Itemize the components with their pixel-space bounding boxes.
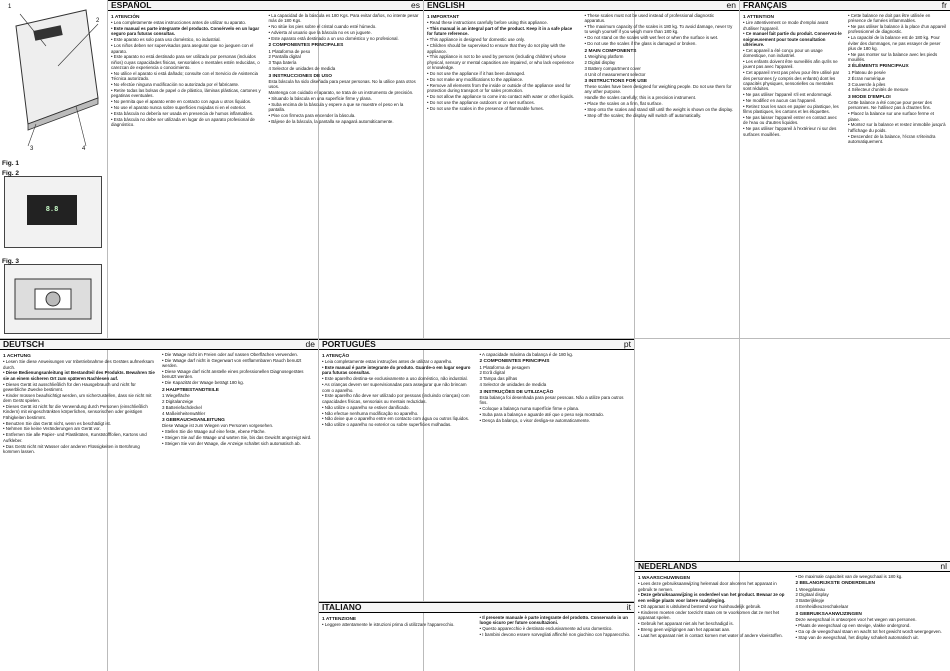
para: • Retirez tous les sacs en papier ou plastique, les films plastiques, les cartons et les étiquettes. bbox=[743, 103, 839, 115]
para: • Ne pas monter sur la balance avec les pieds mouillés. bbox=[848, 51, 938, 63]
para: • Laat het apparaat niet in contact komen met water of andere vloeistoffen. bbox=[638, 632, 783, 638]
para: • Kinderen moeten onder toezicht staan om te voorkomen dat ze met het apparaat spelen. bbox=[638, 609, 780, 620]
para: These scales have been designed for weighing people. Do not use them for any other purpose. bbox=[584, 84, 732, 95]
para: • Retire todas las bolsas de papel o de plástico, láminas plásticas, cartones y pegatinas eventuales. bbox=[111, 88, 261, 99]
para: • Children should be supervised to ensure that they do not play with the appliance. bbox=[427, 43, 566, 54]
heading: 3 MODE D'EMPLOI bbox=[848, 94, 891, 100]
section-header-pt bbox=[319, 339, 634, 350]
para: • Questo apparecchio è destinato esclusivamente ad uso domestico. bbox=[479, 626, 613, 632]
para: • This appliance is designed for domestic use only. bbox=[427, 37, 526, 43]
para: • Suba encima de la báscula y espere a que se muestre el peso en la pantalla. bbox=[268, 101, 404, 113]
para: • Do not make any modifications to the appliance. bbox=[427, 76, 524, 82]
para: • Coloque a balança numa superfície firme e plana. bbox=[479, 406, 580, 412]
para: • I bambini devono essere sorvegliati affinché non giochino con l'apparecchio. bbox=[479, 632, 631, 638]
para: 2 Pantalla digital bbox=[268, 54, 301, 60]
fig2-box bbox=[4, 176, 102, 248]
para: 1 Plataforma de pesagem bbox=[479, 364, 530, 370]
callout-4: 4 bbox=[82, 146, 86, 152]
para: Mantenga con cuidado el aparato, se trata de un instrumento de precisión. bbox=[268, 90, 414, 96]
para: • No efectúe ninguna modificación no autorizada por el fabricante. bbox=[111, 82, 240, 88]
para: Deze weegschaal is ontworpen voor het wegen van personen. bbox=[795, 616, 917, 622]
para: • Deze gebruiksaanwijzing is onderdeel van het product. Bewaar ze op een veilige plaats voor latere raadpleging. bbox=[638, 592, 785, 603]
section-en bbox=[424, 0, 739, 338]
para: Esta báscula ha sido diseñada para pesar personas. No la utilice para otros usos. bbox=[268, 78, 416, 90]
para: • Lees deze gebruiksaanwijzing helemaal door alvorens het apparaat in gebruik te nemen. bbox=[638, 581, 777, 592]
heading: 1 WAARSCHUWINGEN bbox=[638, 576, 690, 581]
para: 3 Tapa batería bbox=[268, 60, 297, 66]
para: 3 Battery compartment cover bbox=[584, 65, 641, 71]
lang-title: ESPAÑOL bbox=[111, 0, 152, 10]
lang-title: FRANÇAIS bbox=[743, 0, 787, 10]
para: • La capacidad de la báscula es 180 Kgs. Para evitar daños, no intente pesar más de 180 Kgs. bbox=[268, 13, 419, 24]
para: 1 Wiegefläche bbox=[162, 392, 190, 398]
para: 1 Weegplateau bbox=[795, 586, 825, 592]
para: • Ne pas utiliser l'appareil s'il est endommagé. bbox=[743, 92, 833, 98]
para: • Este manual es parte integrante del producto. Consérvelo en un lugar seguro para futuras consultas. bbox=[111, 26, 260, 37]
para: • Lea completamente estas instrucciones antes de utilizar su aparato. bbox=[111, 20, 247, 26]
para: • Stap van de weegschaal, het display schakelt automatisch uit. bbox=[795, 634, 919, 640]
heading: 2 COMPONENTES PRINCIPAIS bbox=[479, 359, 550, 365]
para: 1 Plataforma de peso bbox=[268, 48, 311, 54]
para: • Kinder müssen beaufsichtigt werden, um sicherzustellen, dass sie nicht mit dem Gerät spielen. bbox=[3, 392, 152, 404]
section-body-de bbox=[0, 350, 318, 669]
section-header-de bbox=[0, 339, 318, 350]
section-body-nl bbox=[635, 572, 950, 669]
para: • Não utilize o aparelho no exterior ou sobre superfícies molhadas. bbox=[322, 422, 452, 428]
fig3-label: Fig. 3 bbox=[2, 258, 19, 265]
lang-title: PORTUGUÊS bbox=[322, 339, 376, 349]
section-body-pt bbox=[319, 350, 634, 599]
para: • Diese Waage darf nicht anstelle eines professionellen Diagnosegerätes benutzt werden. bbox=[162, 369, 304, 380]
lang-code: fr bbox=[941, 0, 947, 10]
para: • Esta báscula no debería ser usada en presencia de humos inflamables. bbox=[111, 110, 254, 116]
para: • No use el aparato nunca sobre superficies mojadas ni en el exterior. bbox=[111, 105, 247, 111]
lang-code: pt bbox=[623, 339, 631, 349]
para: • Dieses Gerät ist ausschließlich für den Hausgebrauch und nicht für gewerbliche Zwecke bestimmt. bbox=[3, 381, 136, 392]
section-pt bbox=[319, 339, 634, 601]
para: • Plaats de weegschaal op een stevige, vlakke ondergrond. bbox=[795, 622, 911, 628]
para: • Die Kapazität der Waage beträgt 180 kg. bbox=[162, 380, 244, 386]
para: • Suba para a balança e aguarde até que o peso seja mostrado. bbox=[479, 411, 605, 417]
para: • Placez la balance sur une surface ferme et plane. bbox=[848, 111, 934, 122]
para: • Do not use the appliance outdoors or on wet surfaces. bbox=[427, 99, 535, 105]
para: 3 Couvercle à piles bbox=[848, 81, 886, 87]
section-body-en bbox=[424, 11, 739, 336]
heading: 3 GEBRAUCHSANLEITUNG bbox=[162, 417, 225, 423]
para: • This manual is an integral part of the product. Keep it in a safe place for future reference. bbox=[427, 26, 573, 37]
para: • Ne pas utiliser l'appareil à l'extérieur ni sur des surfaces mouillées. bbox=[743, 126, 837, 137]
para: • Ne modifiez en aucun cas l'appareil. bbox=[743, 98, 817, 104]
scale-illustration bbox=[6, 6, 102, 156]
heading: 3 INSTRUCTIONS FOR USE bbox=[584, 78, 648, 84]
para: • A capacidade máxima da balança é de 180 kg. bbox=[479, 352, 574, 357]
para: • Remove all elements from the inside or outside of the appliance used for protection during transport or for sales promotion. bbox=[427, 82, 571, 94]
para: • Este aparelho não deve ser utilizado por pessoas (incluindo crianças) com capacidades físicas, sensoriais ou mentais reduzidas. bbox=[322, 393, 470, 404]
para: • Não efectue nenhuma modificação no aparelho. bbox=[322, 410, 419, 416]
para: Handle the scales carefully; this is a precision instrument. bbox=[584, 95, 697, 101]
para: • Descendez de la balance, l'écran s'éteindra automatiquement. bbox=[848, 133, 936, 144]
para: • Do not stand on the scales with wet feet or when the surface is wet. bbox=[584, 35, 719, 41]
section-nl bbox=[635, 339, 950, 671]
lang-code: es bbox=[411, 0, 420, 10]
lang-code: en bbox=[726, 0, 736, 10]
heading: 2 BELANGRIJKSTE ONDERDELEN bbox=[795, 581, 875, 587]
para: 4 Selector de unidades de medida bbox=[479, 382, 547, 388]
para: • Entfernen Sie alle Papier- und Plastiktüten, Kunststofffolien, Kartons und Aufkleber. bbox=[3, 432, 147, 443]
para: 4 Unit of measurement selector bbox=[584, 71, 646, 77]
para: 2 Ecrã digital bbox=[479, 370, 505, 376]
para: • Este aparato está destinado a un uso doméstico y no profesional. bbox=[268, 35, 399, 41]
para: 3 Tampa das pilhas bbox=[479, 376, 518, 382]
para: 3 Batteriefachdeckel bbox=[162, 404, 202, 410]
lang-code: it bbox=[626, 602, 631, 612]
para: • These scales must not be used instead of professional diagnostic apparatus. bbox=[584, 13, 715, 24]
heading: 1 IMPORTANT bbox=[427, 15, 460, 20]
heading: 2 COMPONENTES PRINCIPALES bbox=[268, 43, 344, 49]
para: • Die Waage nicht im Freien oder auf nassen Oberflächen verwenden. bbox=[162, 352, 299, 357]
fig1-label: Fig. 1 bbox=[2, 160, 19, 167]
figures-panel bbox=[0, 0, 107, 338]
heading: 3 GEBRUIKSAANWIJZINGEN bbox=[795, 611, 862, 617]
section-it bbox=[319, 602, 634, 671]
para: • Steigen Sie auf die Waage und warten Sie, bis das Gewicht angezeigt wird. bbox=[162, 434, 312, 440]
para: • Ce manuel fait partie du produit. Conservez-le soigneusement pour toute consultation ultérieure. bbox=[743, 31, 842, 48]
para: 2 Digitaal display bbox=[795, 592, 829, 598]
para: • Das Gerät nicht mit Wasser oder anderen Flüssigkeiten in Berührung kommen lassen. bbox=[3, 443, 140, 454]
para: • Los niños deben ser supervisados para asegurar que no jueguen con el aparato. bbox=[111, 43, 254, 54]
para: • As crianças devem ser supervisionadas para assegurar que não brincam com o aparelho. bbox=[322, 382, 467, 393]
section-header-it bbox=[319, 602, 634, 613]
scale-drawing bbox=[6, 6, 102, 156]
heading: 1 ATTENTION bbox=[743, 15, 774, 20]
para: • Ga op de weegschaal staan en wacht tot het gewicht wordt weergegeven. bbox=[795, 628, 942, 634]
para: • La capacité de la balance est de 180 kg. Pour éviter des dommages, ne pas essayer de peser plus de 180 kg. bbox=[848, 35, 941, 51]
heading: 2 HAUPTBESTANDTEILE bbox=[162, 387, 219, 393]
para: • Gebruik het apparaat niet als het beschadigd is. bbox=[638, 620, 734, 626]
section-header-fr bbox=[740, 0, 950, 11]
para: 4 Maßeinheitenwähler bbox=[162, 410, 206, 416]
para: • Die Waage darf nicht in Gegenwart von entflammbaren Rauch benutzt werden. bbox=[162, 357, 302, 369]
para: 4 Selector de unidades de medida bbox=[268, 66, 336, 72]
para: • Esta báscula no debe ser utilizada en lugar de un aparato profesional de diagnóstico. bbox=[111, 116, 255, 128]
lang-title: NEDERLANDS bbox=[638, 561, 698, 571]
fig2-label: Fig. 2 bbox=[2, 170, 19, 177]
para: • The maximum capacity of the scales is 180 kg. To avoid damage, never try to weigh yourself if you weigh more than 180 kg. bbox=[584, 24, 733, 35]
section-fr bbox=[740, 0, 950, 338]
para: • Do not allow the appliance to come into contact with water or other liquids. bbox=[427, 93, 574, 99]
para: 2 Écran numérique bbox=[848, 75, 886, 81]
callout-3: 3 bbox=[30, 146, 34, 152]
para: • Breng geen wijzigingen aan het apparaat aan. bbox=[638, 626, 731, 632]
para: 3 Batterijklepje bbox=[795, 598, 825, 604]
section-header-es bbox=[108, 0, 423, 11]
para: 1 Plateau de pesée bbox=[848, 69, 886, 75]
heading: 3 INSTRUÇÕES DE UTILIZAÇÃO bbox=[479, 389, 554, 395]
heading: 1 ATENÇÃO bbox=[322, 354, 350, 359]
para: Esta balança foi desenhada para pesar pessoas. Não a utilize para outros fins. bbox=[479, 394, 624, 406]
para: 2 Digital display bbox=[584, 59, 616, 65]
para: • Les enfants doivent être surveillés afin qu'ils ne jouent pas avec l'appareil. bbox=[743, 59, 838, 70]
para: • Stellen Sie die Waage auf eine feste, ebene Fläche. bbox=[162, 429, 266, 435]
para: • Benutzen Sie das Gerät nicht, wenn es beschädigt ist. bbox=[3, 420, 111, 426]
lang-code: de bbox=[305, 339, 315, 349]
lang-title: ITALIANO bbox=[322, 602, 362, 612]
section-header-en bbox=[424, 0, 739, 11]
heading: 2 ÉLÉMENTS PRINCIPAUX bbox=[848, 64, 909, 70]
fig3-box bbox=[4, 264, 102, 334]
heading: 1 ACHTUNG bbox=[3, 354, 31, 359]
para: • Este aparato no está destinado para ser utilizado por personas (incluidos niños) cuyas capacidades físicas, sensoriales o mentales estén reducidas, o carezcan de experiencia o conocimiento. bbox=[111, 54, 260, 71]
para: • Diese Bedienungsanleitung ist Bestandteil des Produkts. Bewahren Sie sie an einem sicheren Ort zum späteren Nachlesen auf. bbox=[3, 370, 155, 381]
heading: 2 MAIN COMPONENTS bbox=[584, 48, 637, 54]
para: • Read these instructions carefully before using this appliance. bbox=[427, 20, 548, 26]
para: • Dit apparaat is uitsluitend bestemd voor huishoudelijk gebruik. bbox=[638, 603, 762, 609]
para: • Montez sur la balance et restez immobile jusqu'à l'affichage du poids. bbox=[848, 122, 946, 133]
para: • Place the scales on a firm, flat surface. bbox=[584, 101, 663, 107]
para: • Este aparato es solo para uso doméstico, no industrial. bbox=[111, 37, 221, 43]
para: • Desça da balança, o visor desliga-se automaticamente. bbox=[479, 417, 591, 423]
para: • No sitúe los pies sobre el cristal cuando esté húmedo. bbox=[268, 24, 377, 30]
para: • Do not use the appliance if it has been damaged. bbox=[427, 70, 526, 76]
para: Diese Waage ist zum Wiegen von Personen vorgesehen. bbox=[162, 423, 274, 429]
para: • Este manual é parte integrante do produto. Guarde-o em lugar seguro para futuras consultas. bbox=[322, 365, 471, 376]
para: • Steigen Sie von der Waage, die Anzeige schaltet sich automatisch ab. bbox=[162, 440, 301, 446]
para: • Situando la báscula en una superficie firme y plana. bbox=[268, 95, 372, 101]
section-body-fr bbox=[740, 11, 950, 336]
para: • Bájese de la báscula, la pantalla se apagará automáticamente. bbox=[268, 118, 394, 124]
para: 1 Weighing platform bbox=[584, 53, 624, 59]
para: • Leia completamente estas instruções antes de utilizar o aparelho. bbox=[322, 359, 453, 365]
para: • No permita que el aparato entre en contacto con agua u otros líquidos. bbox=[111, 99, 252, 105]
callout-2: 2 bbox=[96, 18, 100, 24]
para: • Nehmen Sie keine Veränderungen am Gerät vor. bbox=[3, 426, 101, 432]
section-es bbox=[108, 0, 423, 338]
para: • Step onto the scales and stand still until the weight is shown on the display. bbox=[584, 107, 734, 113]
para: • Ne pas laisser l'appareil entrer en contact avec de l'eau ou d'autres liquides. bbox=[743, 115, 837, 126]
para: • Ne pas utiliser la balance à la place d'un appareil professionnel de diagnostic. bbox=[848, 24, 947, 35]
para: • Do not use the scales if the glass is damaged or broken. bbox=[584, 41, 697, 47]
para: • De maximale capaciteit van de weegschaal is 180 kg. bbox=[795, 574, 903, 579]
callout-1: 1 bbox=[8, 4, 12, 10]
section-body-es bbox=[108, 11, 423, 336]
para: • Il presente manuale è parte integrante del prodotto. Conservarlo in un luogo sicuro per future consultazioni. bbox=[479, 615, 628, 626]
para: • Leggere attentamente le istruzioni prima di utilizzare l'apparecchio. bbox=[322, 622, 455, 628]
para: • Lesen Sie diese Anweisungen vor Inbetriebnahme des Gerätes aufmerksam durch. bbox=[3, 359, 154, 370]
display-readout: 8.8 bbox=[27, 195, 77, 225]
para: • Advierta al usuario que la báscula no es un juguete. bbox=[268, 30, 372, 36]
para: Cette balance a été conçue pour peser des personnes. Ne l'utilisez pas à d'autres fins. bbox=[848, 100, 932, 111]
section-header-nl bbox=[635, 561, 950, 572]
para: 2 Digitalanzeige bbox=[162, 398, 194, 404]
para: • Lire attentivement ce mode d'emploi avant d'utiliser l'appareil. bbox=[743, 20, 829, 31]
section-de bbox=[0, 339, 318, 671]
para: • Não utilize o aparelho se estiver danificado. bbox=[322, 404, 410, 410]
section-body-it bbox=[319, 613, 634, 669]
para: • Cet appareil a été conçu pour un usage domestique, non industriel. bbox=[743, 47, 823, 59]
para: • Do not use the scales in the presence of flammable fumes. bbox=[427, 105, 544, 111]
battery-drawing bbox=[5, 265, 101, 333]
heading: 3 INSTRUCCIONES DE USO bbox=[268, 73, 332, 79]
heading: 1 ATTENZIONE bbox=[322, 617, 357, 622]
para: 4 Eenheidkeuzeschakelaar bbox=[795, 604, 849, 610]
para: • Cette balance ne doit pas être utilisée en présence de fumées inflammables. bbox=[848, 13, 931, 24]
para: • Step off the scales; the display will switch off automatically. bbox=[584, 112, 702, 118]
para: • No utilice el aparato si está dañado; consulte con el Servicio de Asistencia Técnica autorizado. bbox=[111, 70, 259, 82]
para: • Pise con firmeza para encender la báscula. bbox=[268, 112, 356, 118]
lang-title: ENGLISH bbox=[427, 0, 465, 10]
heading: 1 ATENCIÓN bbox=[111, 15, 140, 20]
para: • This appliance is not to be used by persons (including children) whose physical, sensory or mental capacities are impaired, or who lack experience or knowledge. bbox=[427, 54, 574, 71]
para: • Não deixe que o aparelho entre em contacto com água ou outros líquidos. bbox=[322, 416, 470, 422]
para: • Este aparelho destina-se exclusivamente a uso doméstico, não industrial. bbox=[322, 376, 468, 382]
lang-code: nl bbox=[940, 561, 947, 571]
lang-title: DEUTSCH bbox=[3, 339, 45, 349]
para: 4 Sélecteur d'unités de mesure bbox=[848, 87, 909, 93]
para: • Dieses Gerät ist nicht für die Verwendung durch Personen (einschließlich Kindern) mit eingeschränkten körperlichen, sensorischen oder geistigen Fähigkeiten bestimmt. bbox=[3, 404, 148, 420]
para: • Cet appareil n'est pas prévu pour être utilisé par des personnes (y compris des enfants) dont les capacités physiques, sensorielles ou mentales sont réduites. bbox=[743, 70, 840, 92]
